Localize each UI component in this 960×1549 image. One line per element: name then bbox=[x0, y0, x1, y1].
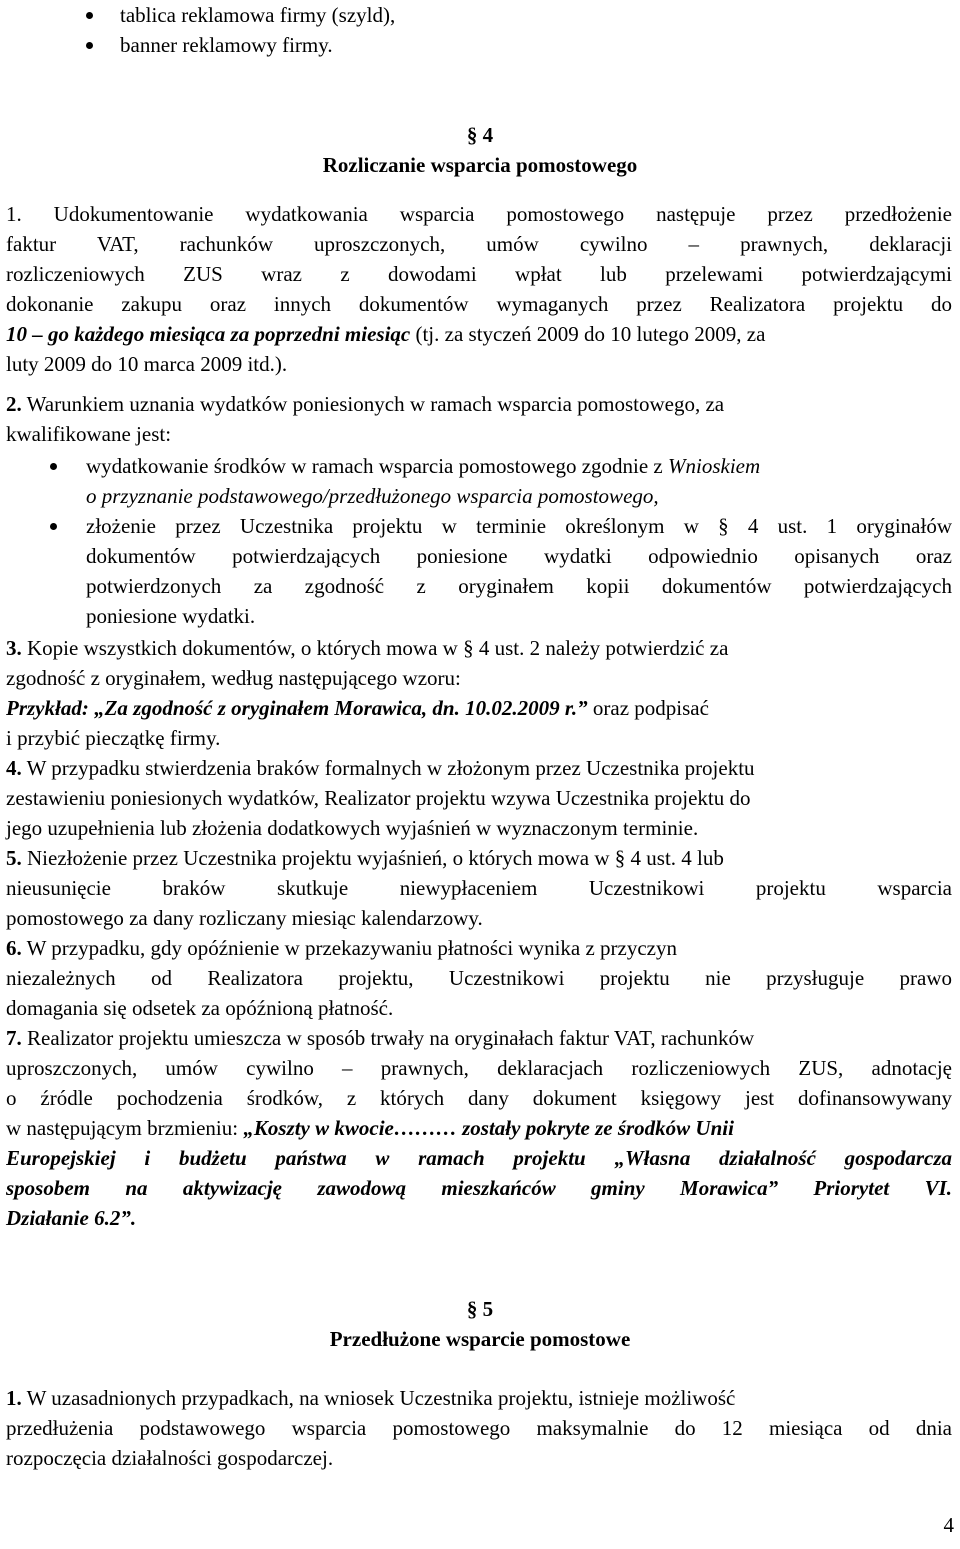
paragraph-line: przedłużenia podstawowego wsparcia pomostowego maksymalnie do 12 miesiąca od dnia bbox=[6, 1416, 952, 1440]
text-span: Realizator projektu umieszcza w sposób trwały na oryginałach faktur VAT, rachunków bbox=[21, 1026, 755, 1050]
paragraph-line: dokonanie zakupu oraz innych dokumentów wymaganych przez Realizatora projektu do bbox=[6, 292, 952, 316]
paragraph-line bbox=[6, 633, 728, 663]
list-item-continuation: dokumentów potwierdzających poniesione wydatki odpowiednio opisanych oraz bbox=[86, 544, 952, 568]
paragraph-line: luty 2009 do 10 marca 2009 itd.). bbox=[6, 352, 288, 376]
paragraph-number: 5. bbox=[6, 846, 22, 870]
paragraph-line bbox=[6, 753, 755, 783]
paragraph-number: 4. bbox=[6, 756, 22, 780]
emphasis-text: „Koszty w kwocie……… zostały pokryte ze środków Unii bbox=[243, 1116, 734, 1140]
text-span: wydatkowanie środków w ramach wsparcia pomostowego zgodnie z bbox=[86, 454, 669, 478]
text-span: (tj. za styczeń 2009 do 10 lutego 2009, za bbox=[410, 322, 766, 346]
section-number: § 5 bbox=[466, 1297, 494, 1321]
list-item: banner reklamowy firmy. bbox=[120, 33, 333, 57]
bullet-icon bbox=[86, 12, 93, 19]
paragraph-line: uproszczonych, umów cywilno – prawnych, deklaracjach rozliczeniowych ZUS, adnotację bbox=[6, 1056, 952, 1080]
text-span: Warunkiem uznania wydatków poniesionych w ramach wsparcia pomostowego, za bbox=[21, 392, 725, 416]
paragraph-line bbox=[6, 1383, 735, 1413]
list-item-continuation: potwierdzonych za zgodność z oryginałem kopii dokumentów potwierdzających bbox=[86, 574, 952, 598]
paragraph-line bbox=[6, 1113, 734, 1143]
paragraph-line: rozliczeniowych ZUS wraz z dowodami wpłat lub przelewami potwierdzającymi bbox=[6, 262, 952, 286]
paragraph-line: rozpoczęcia działalności gospodarczej. bbox=[6, 1446, 334, 1470]
list-item-continuation: o przyznanie podstawowego/przedłużonego wsparcia pomostowego, bbox=[86, 484, 659, 508]
paragraph-line: kwalifikowane jest: bbox=[6, 422, 172, 446]
paragraph-line: domagania się odsetek za opóźnioną płatność. bbox=[6, 996, 394, 1020]
paragraph-line: nieusunięcie braków skutkuje niewypłaceniem Uczestnikowi projektu wsparcia bbox=[6, 876, 952, 900]
bullet-icon bbox=[50, 463, 57, 470]
paragraph-line: i przybić pieczątkę firmy. bbox=[6, 726, 221, 750]
paragraph-number: 3. bbox=[6, 636, 22, 660]
emphasis-text: Wnioskiem bbox=[668, 454, 761, 478]
list-item: tablica reklamowa firmy (szyld), bbox=[120, 3, 396, 27]
paragraph-line: Europejskiej i budżetu państwa w ramach projektu „Własna działalność gospodarcza bbox=[6, 1146, 952, 1170]
text-span: w następującym brzmieniu: bbox=[6, 1116, 244, 1140]
paragraph-line: niezależnych od Realizatora projektu, Uczestnikowi projektu nie przysługuje prawo bbox=[6, 966, 952, 990]
paragraph-line: pomostowego za dany rozliczany miesiąc kalendarzowy. bbox=[6, 906, 483, 930]
paragraph-line: zgodność z oryginałem, według następującego wzoru: bbox=[6, 666, 461, 690]
section-title: Przedłużone wsparcie pomostowe bbox=[329, 1327, 631, 1351]
paragraph-line bbox=[6, 843, 724, 873]
section-number: § 4 bbox=[466, 123, 494, 147]
paragraph-number: 1. bbox=[6, 1386, 22, 1410]
paragraph-line bbox=[6, 1023, 754, 1053]
paragraph-line: faktur VAT, rachunków uproszczonych, umów cywilno – prawnych, deklaracji bbox=[6, 232, 952, 256]
page-number: 4 bbox=[943, 1513, 954, 1537]
section-title: Rozliczanie wsparcia pomostowego bbox=[322, 153, 638, 177]
paragraph-line: sposobem na aktywizację zawodową mieszkańców gminy Morawica” Priorytet VI. bbox=[6, 1176, 952, 1200]
emphasis-text: Przykład: „Za zgodność z oryginałem Morawica, dn. 10.02.2009 r.” bbox=[6, 696, 588, 720]
bullet-icon bbox=[50, 523, 57, 530]
paragraph-line: jego uzupełnienia lub złożenia dodatkowych wyjaśnień w wyznaczonym terminie. bbox=[6, 816, 699, 840]
paragraph-number: 7. bbox=[6, 1026, 22, 1050]
text-span: W przypadku, gdy opóźnienie w przekazywaniu płatności wynika z przyczyn bbox=[21, 936, 678, 960]
list-item bbox=[86, 451, 760, 481]
list-item: złożenie przez Uczestnika projektu w terminie określonym w § 4 ust. 1 oryginałów bbox=[86, 514, 952, 538]
text-span: Kopie wszystkich dokumentów, o których mowa w § 4 ust. 2 należy potwierdzić za bbox=[21, 636, 729, 660]
paragraph-number: 2. bbox=[6, 392, 22, 416]
paragraph-line bbox=[6, 693, 709, 723]
paragraph-line: o źródle pochodzenia środków, z których dany dokument księgowy jest dofinansowywany bbox=[6, 1086, 952, 1110]
paragraph-line bbox=[6, 319, 765, 349]
paragraph-number: 6. bbox=[6, 936, 22, 960]
paragraph-line bbox=[6, 389, 724, 419]
bullet-icon bbox=[86, 42, 93, 49]
list-item-continuation: poniesione wydatki. bbox=[86, 604, 256, 628]
paragraph-line: 1. Udokumentowanie wydatkowania wsparcia pomostowego następuje przez przedłożenie bbox=[6, 202, 952, 226]
paragraph-line bbox=[6, 933, 677, 963]
text-span: Niezłożenie przez Uczestnika projektu wyjaśnień, o których mowa w § 4 ust. 4 lub bbox=[21, 846, 724, 870]
text-span: oraz podpisać bbox=[587, 696, 709, 720]
paragraph-line: zestawieniu poniesionych wydatków, Realizator projektu wzywa Uczestnika projektu do bbox=[6, 786, 751, 810]
text-span: W uzasadnionych przypadkach, na wniosek Uczestnika projektu, istnieje możliwość bbox=[21, 1386, 736, 1410]
paragraph-line: Działanie 6.2”. bbox=[6, 1206, 137, 1230]
text-span: W przypadku stwierdzenia braków formalnych w złożonym przez Uczestnika projektu bbox=[21, 756, 755, 780]
emphasis-text: 10 – go każdego miesiąca za poprzedni miesiąc bbox=[6, 322, 411, 346]
